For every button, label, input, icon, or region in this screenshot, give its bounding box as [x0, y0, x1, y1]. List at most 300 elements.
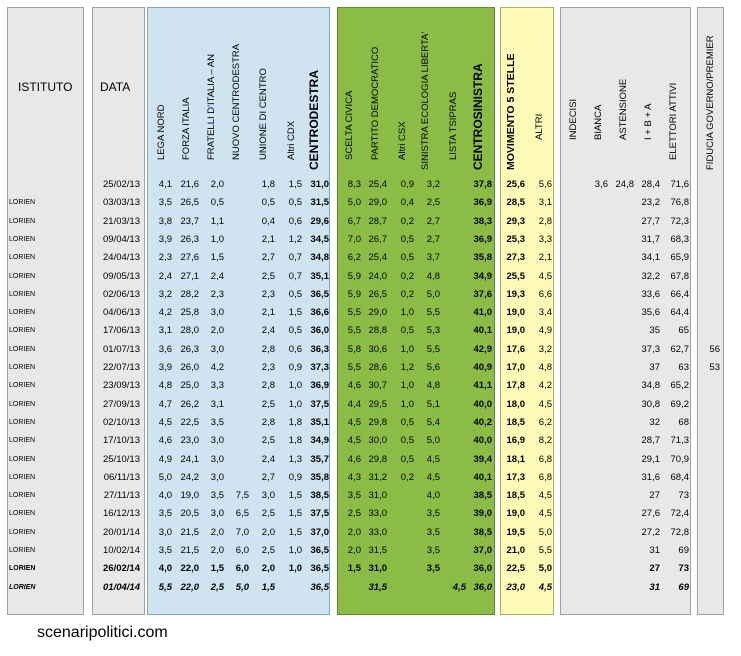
cell-acdx: 1,0: [288, 380, 302, 392]
cell-csx: 41,1: [473, 380, 492, 392]
cell-fdi: 3,0: [210, 471, 224, 483]
cell-date: 03/03/13: [103, 197, 140, 209]
cell-sc: 5,5: [347, 325, 361, 337]
cell-istituto: LORIEN: [9, 254, 36, 262]
cell-m5s: 18,5: [506, 416, 525, 428]
cell-udc: 2,8: [261, 416, 275, 428]
cell-pd: 30,0: [368, 435, 387, 447]
cell-fi: 22,0: [180, 581, 199, 593]
cell-sc: 8,3: [347, 179, 361, 190]
cell-sel: 5,6: [426, 362, 440, 373]
cell-udc: 0,4: [261, 215, 275, 227]
cell-m5s: 25,6: [506, 179, 525, 190]
cell-iba: 35,6: [641, 307, 660, 319]
cell-acsx: 0,5: [400, 252, 414, 264]
cell-ncd: 6,5: [235, 508, 249, 520]
cell-iba: 28,4: [641, 179, 660, 190]
cell-acdx: 0,5: [288, 197, 302, 209]
cell-altri: 4,5: [538, 398, 552, 410]
cell-m5s: 19,0: [506, 307, 525, 319]
cell-ncd: 6,0: [235, 545, 249, 556]
cell-sel: 4,8: [426, 380, 440, 392]
cell-sel: 2,5: [426, 197, 440, 209]
cell-ncd: 7,0: [235, 526, 249, 538]
cell-altri: 4,5: [538, 270, 552, 282]
table-row: [0, 487, 741, 505]
cell-csx: 39,4: [473, 453, 492, 465]
cell-date: 04/06/13: [103, 307, 140, 319]
cell-acsx: 0,2: [400, 215, 414, 227]
cell-istituto: LORIEN: [9, 437, 36, 445]
cell-ln: 3,5: [158, 197, 172, 209]
cell-iba: 30,8: [641, 398, 660, 410]
cell-sc: 4,6: [347, 453, 361, 465]
col-header-oth-1: BIANCA: [593, 104, 604, 140]
col-header-cdx-2: FRATELLI D'ITALIA – AN: [206, 54, 217, 160]
cell-ea: 65,2: [670, 380, 689, 392]
cell-ea: 65,9: [670, 252, 689, 264]
cell-acsx: 1,0: [400, 307, 414, 319]
cell-acdx: 0,9: [288, 362, 302, 373]
cell-acsx: 0,5: [400, 453, 414, 465]
cell-altri: 5,0: [538, 526, 552, 538]
cell-date: 01/07/13: [103, 343, 140, 355]
cell-csx: 38,5: [473, 490, 492, 502]
cell-acdx: 0,6: [288, 215, 302, 227]
cell-iba: 27,2: [641, 526, 660, 538]
cell-ea: 72,4: [670, 508, 689, 520]
cell-iba: 28,7: [641, 435, 660, 447]
cell-date: 26/02/14: [103, 563, 140, 575]
cell-date: 23/09/13: [103, 380, 140, 392]
table-row: [0, 304, 741, 322]
cell-fi: 26,0: [180, 362, 199, 373]
cell-acdx: 1,0: [288, 398, 302, 410]
table-row: [0, 322, 741, 340]
cell-istituto: LORIEN: [9, 217, 36, 225]
cell-udc: 2,5: [261, 545, 275, 556]
cell-sel: 3,5: [426, 508, 440, 520]
cell-acsx: 0,9: [400, 179, 414, 190]
cell-ln: 4,9: [158, 453, 172, 465]
cell-fi: 21,5: [180, 526, 199, 538]
cell-altri: 6,8: [538, 471, 552, 483]
cell-udc: 2,0: [261, 526, 275, 538]
cell-fi: 26,5: [180, 197, 199, 209]
cell-cdx: 38,5: [310, 490, 329, 502]
cell-pd: 31,2: [368, 471, 387, 483]
cell-date: 20/01/14: [103, 526, 140, 538]
cell-altri: 4,5: [538, 581, 552, 593]
cell-acdx: 0,7: [288, 270, 302, 282]
cell-date: 27/09/13: [103, 398, 140, 410]
cell-altri: 5,6: [538, 179, 552, 190]
table-row: [0, 524, 741, 542]
cell-csx: 36,0: [473, 581, 492, 593]
cell-date: 22/07/13: [103, 362, 140, 373]
cell-acdx: 1,5: [288, 179, 302, 190]
cell-csx: 37,6: [473, 288, 492, 300]
cell-pd: 31,5: [368, 545, 387, 556]
cell-m5s: 17,0: [506, 362, 525, 373]
cell-ln: 3,5: [158, 545, 172, 556]
cell-altri: 4,2: [538, 380, 552, 392]
cell-sc: 6,2: [347, 252, 361, 264]
cell-sc: 3,5: [347, 490, 361, 502]
col-header-oth-3: I + B + A: [643, 103, 654, 140]
cell-acsx: 1,0: [400, 398, 414, 410]
cell-istituto: LORIEN: [9, 583, 36, 591]
cell-m5s: 18,1: [506, 453, 525, 465]
cell-altri: 5,5: [538, 545, 552, 556]
cell-ea: 69: [678, 545, 689, 556]
cell-cdx: 36,6: [310, 307, 329, 319]
cell-cdx: 36,5: [310, 581, 329, 593]
table-row: [0, 579, 741, 597]
cell-sc: 1,5: [347, 563, 361, 575]
cell-udc: 3,0: [261, 490, 275, 502]
cell-date: 24/04/13: [103, 252, 140, 264]
cell-csx: 40,2: [473, 416, 492, 428]
cell-m5s: 28,5: [506, 197, 525, 209]
cell-sel: 3,5: [426, 545, 440, 556]
cell-altri: 2,1: [538, 252, 552, 264]
cell-csx: 36,9: [473, 233, 492, 245]
cell-pd: 25,4: [368, 252, 387, 264]
cell-m5s: 22,5: [506, 563, 525, 575]
cell-ea: 65: [678, 325, 689, 337]
table-row: [0, 194, 741, 212]
cell-altri: 2,8: [538, 215, 552, 227]
col-header-cdx-5: Altri CDX: [286, 120, 297, 160]
cell-fi: 24,1: [180, 453, 199, 465]
cell-ea: 68,4: [670, 471, 689, 483]
cell-pd: 30,6: [368, 343, 387, 355]
cell-m5s: 23,0: [506, 581, 525, 593]
cell-udc: 2,0: [261, 563, 275, 575]
cell-istituto: LORIEN: [9, 345, 36, 353]
col-header-oth-0: INDECISI: [568, 98, 579, 140]
cell-istituto: LORIEN: [9, 510, 36, 518]
cell-altri: 3,1: [538, 197, 552, 209]
cell-fdi: 3,0: [210, 453, 224, 465]
cell-altri: 6,6: [538, 288, 552, 300]
cell-udc: 2,5: [261, 435, 275, 447]
cell-fi: 22,5: [180, 416, 199, 428]
cell-sel: 5,4: [426, 416, 440, 428]
table-row: [0, 359, 741, 377]
cell-ea: 67,8: [670, 270, 689, 282]
cell-cdx: 36,3: [310, 343, 329, 355]
cell-iba: 31: [649, 581, 660, 593]
cell-ln: 3,8: [158, 215, 172, 227]
cell-udc: 2,5: [261, 508, 275, 520]
cell-istituto: LORIEN: [9, 547, 36, 554]
cell-csx: 41,0: [473, 307, 492, 319]
cell-pd: 29,0: [368, 307, 387, 319]
cell-csx: 34,9: [473, 270, 492, 282]
cell-m5s: 25,3: [506, 233, 525, 245]
cell-iba: 31,6: [641, 471, 660, 483]
cell-fdi: 4,2: [210, 362, 224, 373]
cell-altri: 4,5: [538, 508, 552, 520]
cell-cdx: 35,7: [310, 453, 329, 465]
cell-sc: 5,5: [347, 307, 361, 319]
cell-acsx: 0,2: [400, 288, 414, 300]
cell-fi: 28,2: [180, 288, 199, 300]
cell-acdx: 0,5: [288, 325, 302, 337]
cell-acdx: 0,6: [288, 343, 302, 355]
col-header-csx-2: Altri CSX: [397, 121, 408, 160]
cell-ln: 4,0: [158, 563, 172, 575]
cell-date: 17/10/13: [103, 435, 140, 447]
cell-csx: 40,9: [473, 362, 492, 373]
cell-fdi: 3,3: [210, 380, 224, 392]
cell-sc: 5,9: [347, 270, 361, 282]
cell-acsx: 0,5: [400, 325, 414, 337]
cell-date: 02/06/13: [103, 288, 140, 300]
table-row: [0, 268, 741, 286]
cell-ncd: 5,0: [235, 581, 249, 593]
cell-ln: 4,8: [158, 380, 172, 392]
cell-sel: 2,7: [426, 233, 440, 245]
cell-date: 27/11/13: [103, 490, 140, 502]
cell-fi: 25,8: [180, 307, 199, 319]
col-header-m5s-1: ALTRI: [534, 113, 545, 140]
cell-fdi: 1,5: [210, 252, 224, 264]
cell-istituto: LORIEN: [9, 565, 36, 573]
cell-ea: 68: [678, 416, 689, 428]
cell-csx: 40,0: [473, 398, 492, 410]
cell-csx: 36,0: [473, 563, 492, 575]
cell-sel: 4,5: [426, 453, 440, 465]
cell-cdx: 36,5: [310, 545, 329, 556]
col-header-oth-4: ELETTORI ATTIVI: [668, 82, 679, 160]
cell-sel: 3,2: [426, 179, 440, 190]
cell-fi: 20,5: [180, 508, 199, 520]
cell-fdi: 1,5: [210, 563, 224, 575]
cell-fi: 23,0: [180, 435, 199, 447]
cell-istituto: LORIEN: [9, 272, 36, 280]
cell-sc: 4,5: [347, 435, 361, 447]
cell-udc: 2,5: [261, 270, 275, 282]
cell-iba: 31: [649, 545, 660, 556]
cell-bia: 3,6: [594, 179, 608, 190]
cell-date: 09/05/13: [103, 270, 140, 282]
cell-fdi: 2,0: [210, 325, 224, 337]
cell-fid: 56: [709, 343, 720, 355]
cell-altri: 4,5: [538, 490, 552, 502]
cell-m5s: 19,3: [506, 288, 525, 300]
cell-csx: 37,8: [473, 179, 492, 190]
col-header-cdx-3: NUOVO CENTRODESTRA: [231, 43, 242, 160]
cell-pd: 26,7: [368, 233, 387, 245]
cell-fdi: 2,5: [210, 581, 224, 593]
cell-sc: 5,0: [347, 197, 361, 209]
col-header-csx-1: PARTITO DEMOCRATICO: [370, 46, 381, 160]
cell-pd: 28,7: [368, 215, 387, 227]
cell-m5s: 19,5: [506, 526, 525, 538]
cell-udc: 2,3: [261, 362, 275, 373]
cell-date: 25/02/13: [103, 179, 140, 190]
cell-pd: 31,0: [368, 563, 387, 575]
cell-cdx: 29,6: [310, 215, 329, 227]
cell-iba: 33,6: [641, 288, 660, 300]
table-row: [0, 341, 741, 359]
cell-ln: 4,1: [158, 179, 172, 190]
cell-cdx: 31,5: [310, 197, 329, 209]
cell-sel: 3,5: [426, 563, 440, 575]
cell-date: 09/04/13: [103, 233, 140, 245]
cell-pd: 31,0: [368, 490, 387, 502]
cell-udc: 2,3: [261, 288, 275, 300]
cell-csx: 35,8: [473, 252, 492, 264]
cell-udc: 2,5: [261, 398, 275, 410]
cell-ln: 3,2: [158, 288, 172, 300]
cell-pd: 33,0: [368, 526, 387, 538]
cell-fdi: 1,1: [210, 215, 224, 227]
cell-pd: 25,4: [368, 179, 387, 190]
cell-ln: 4,7: [158, 398, 172, 410]
cell-ln: 4,5: [158, 416, 172, 428]
cell-cdx: 36,0: [310, 325, 329, 337]
cell-pd: 28,6: [368, 362, 387, 373]
cell-pd: 29,5: [368, 398, 387, 410]
cell-csx: 39,0: [473, 508, 492, 520]
cell-acsx: 0,2: [400, 270, 414, 282]
cell-sc: 7,0: [347, 233, 361, 245]
table-row: [0, 286, 741, 304]
cell-sel: 2,7: [426, 215, 440, 227]
cell-m5s: 17,3: [506, 471, 525, 483]
table-row: [0, 249, 741, 267]
cell-date: 25/10/13: [103, 453, 140, 465]
cell-csx: 40,0: [473, 435, 492, 447]
cell-fdi: 2,3: [210, 288, 224, 300]
cell-acdx: 0,5: [288, 288, 302, 300]
cell-istituto: LORIEN: [9, 235, 36, 243]
cell-iba: 35: [649, 325, 660, 337]
cell-fi: 26,3: [180, 343, 199, 355]
cell-iba: 37: [649, 362, 660, 373]
cell-acdx: 1,0: [288, 563, 302, 575]
cell-ln: 3,9: [158, 233, 172, 245]
cell-ln: 4,6: [158, 435, 172, 447]
cell-sel: 5,5: [426, 343, 440, 355]
cell-udc: 2,7: [261, 252, 275, 264]
cell-pd: 31,5: [368, 581, 387, 593]
cell-istituto: LORIEN: [9, 382, 36, 390]
cell-istituto: LORIEN: [9, 400, 36, 408]
cell-ln: 5,0: [158, 471, 172, 483]
cell-ea: 71,6: [670, 179, 689, 190]
cell-pd: 29,8: [368, 416, 387, 428]
cell-sel: 4,8: [426, 270, 440, 282]
table-row: [0, 176, 741, 194]
cell-udc: 2,4: [261, 325, 275, 337]
cell-date: 06/11/13: [103, 471, 140, 483]
cell-csx: 40,1: [473, 471, 492, 483]
cell-iba: 32,2: [641, 270, 660, 282]
table-row: [0, 560, 741, 578]
cell-istituto: LORIEN: [9, 364, 36, 371]
col-header-csx-5: CENTROSINISTRA: [471, 63, 485, 170]
col-header-cdx-4: UNIONE DI CENTRO: [258, 68, 269, 160]
cell-istituto: LORIEN: [9, 473, 36, 481]
cell-istituto: LORIEN: [9, 455, 36, 463]
cell-date: 16/12/13: [103, 508, 140, 520]
table-row: [0, 505, 741, 523]
cell-cdx: 36,9: [310, 380, 329, 392]
cell-iba: 31,7: [641, 233, 660, 245]
cell-udc: 2,4: [261, 453, 275, 465]
cell-acdx: 1,5: [288, 490, 302, 502]
cell-ln: 5,5: [158, 581, 172, 593]
cell-m5s: 17,6: [506, 343, 525, 355]
cell-altri: 6,2: [538, 416, 552, 428]
cell-acsx: 0,2: [400, 471, 414, 483]
cell-fdi: 0,5: [210, 197, 224, 209]
cell-fi: 23,7: [180, 215, 199, 227]
cell-ln: 3,9: [158, 362, 172, 373]
cell-m5s: 21,0: [506, 545, 525, 556]
cell-acdx: 0,9: [288, 471, 302, 483]
cell-date: 10/02/14: [103, 545, 140, 556]
cell-iba: 29,1: [641, 453, 660, 465]
cell-cdx: 35,1: [310, 270, 329, 282]
cell-altri: 6,8: [538, 453, 552, 465]
cell-tsi: 4,5: [452, 581, 466, 593]
cell-iba: 23,2: [641, 197, 660, 209]
cell-acsx: 1,0: [400, 343, 414, 355]
cell-fi: 25,0: [180, 380, 199, 392]
cell-acdx: 1,8: [288, 416, 302, 428]
cell-ea: 72,3: [670, 215, 689, 227]
table-row: [0, 377, 741, 395]
cell-fdi: 3,1: [210, 398, 224, 410]
cell-m5s: 19,0: [506, 325, 525, 337]
cell-altri: 4,8: [538, 362, 552, 373]
cell-istituto: LORIEN: [9, 418, 36, 426]
cell-pd: 29,0: [368, 197, 387, 209]
cell-ea: 62,7: [670, 343, 689, 355]
cell-cdx: 31,0: [310, 179, 329, 190]
cell-ea: 73: [678, 490, 689, 502]
cell-acdx: 1,3: [288, 453, 302, 465]
cell-csx: 40,1: [473, 325, 492, 337]
cell-date: 02/10/13: [103, 416, 140, 428]
cell-fi: 21,6: [180, 179, 199, 190]
cell-sc: 4,3: [347, 471, 361, 483]
cell-istituto: LORIEN: [9, 290, 36, 298]
cell-udc: 2,7: [261, 471, 275, 483]
table-row: [0, 414, 741, 432]
cell-ea: 73: [678, 563, 689, 575]
site-footer: scenaripolitici.com: [37, 624, 168, 641]
cell-fi: 28,0: [180, 325, 199, 337]
cell-istituto: LORIEN: [9, 309, 36, 317]
cell-ln: 3,0: [158, 526, 172, 538]
cell-fdi: 3,0: [210, 307, 224, 319]
table-row: [0, 469, 741, 487]
cell-altri: 4,9: [538, 325, 552, 337]
cell-acsx: 1,2: [400, 362, 414, 373]
cell-fi: 27,1: [180, 270, 199, 282]
cell-sc: 2,0: [347, 526, 361, 538]
cell-sc: 6,7: [347, 215, 361, 227]
table-row: [0, 213, 741, 231]
cell-altri: 3,4: [538, 307, 552, 319]
